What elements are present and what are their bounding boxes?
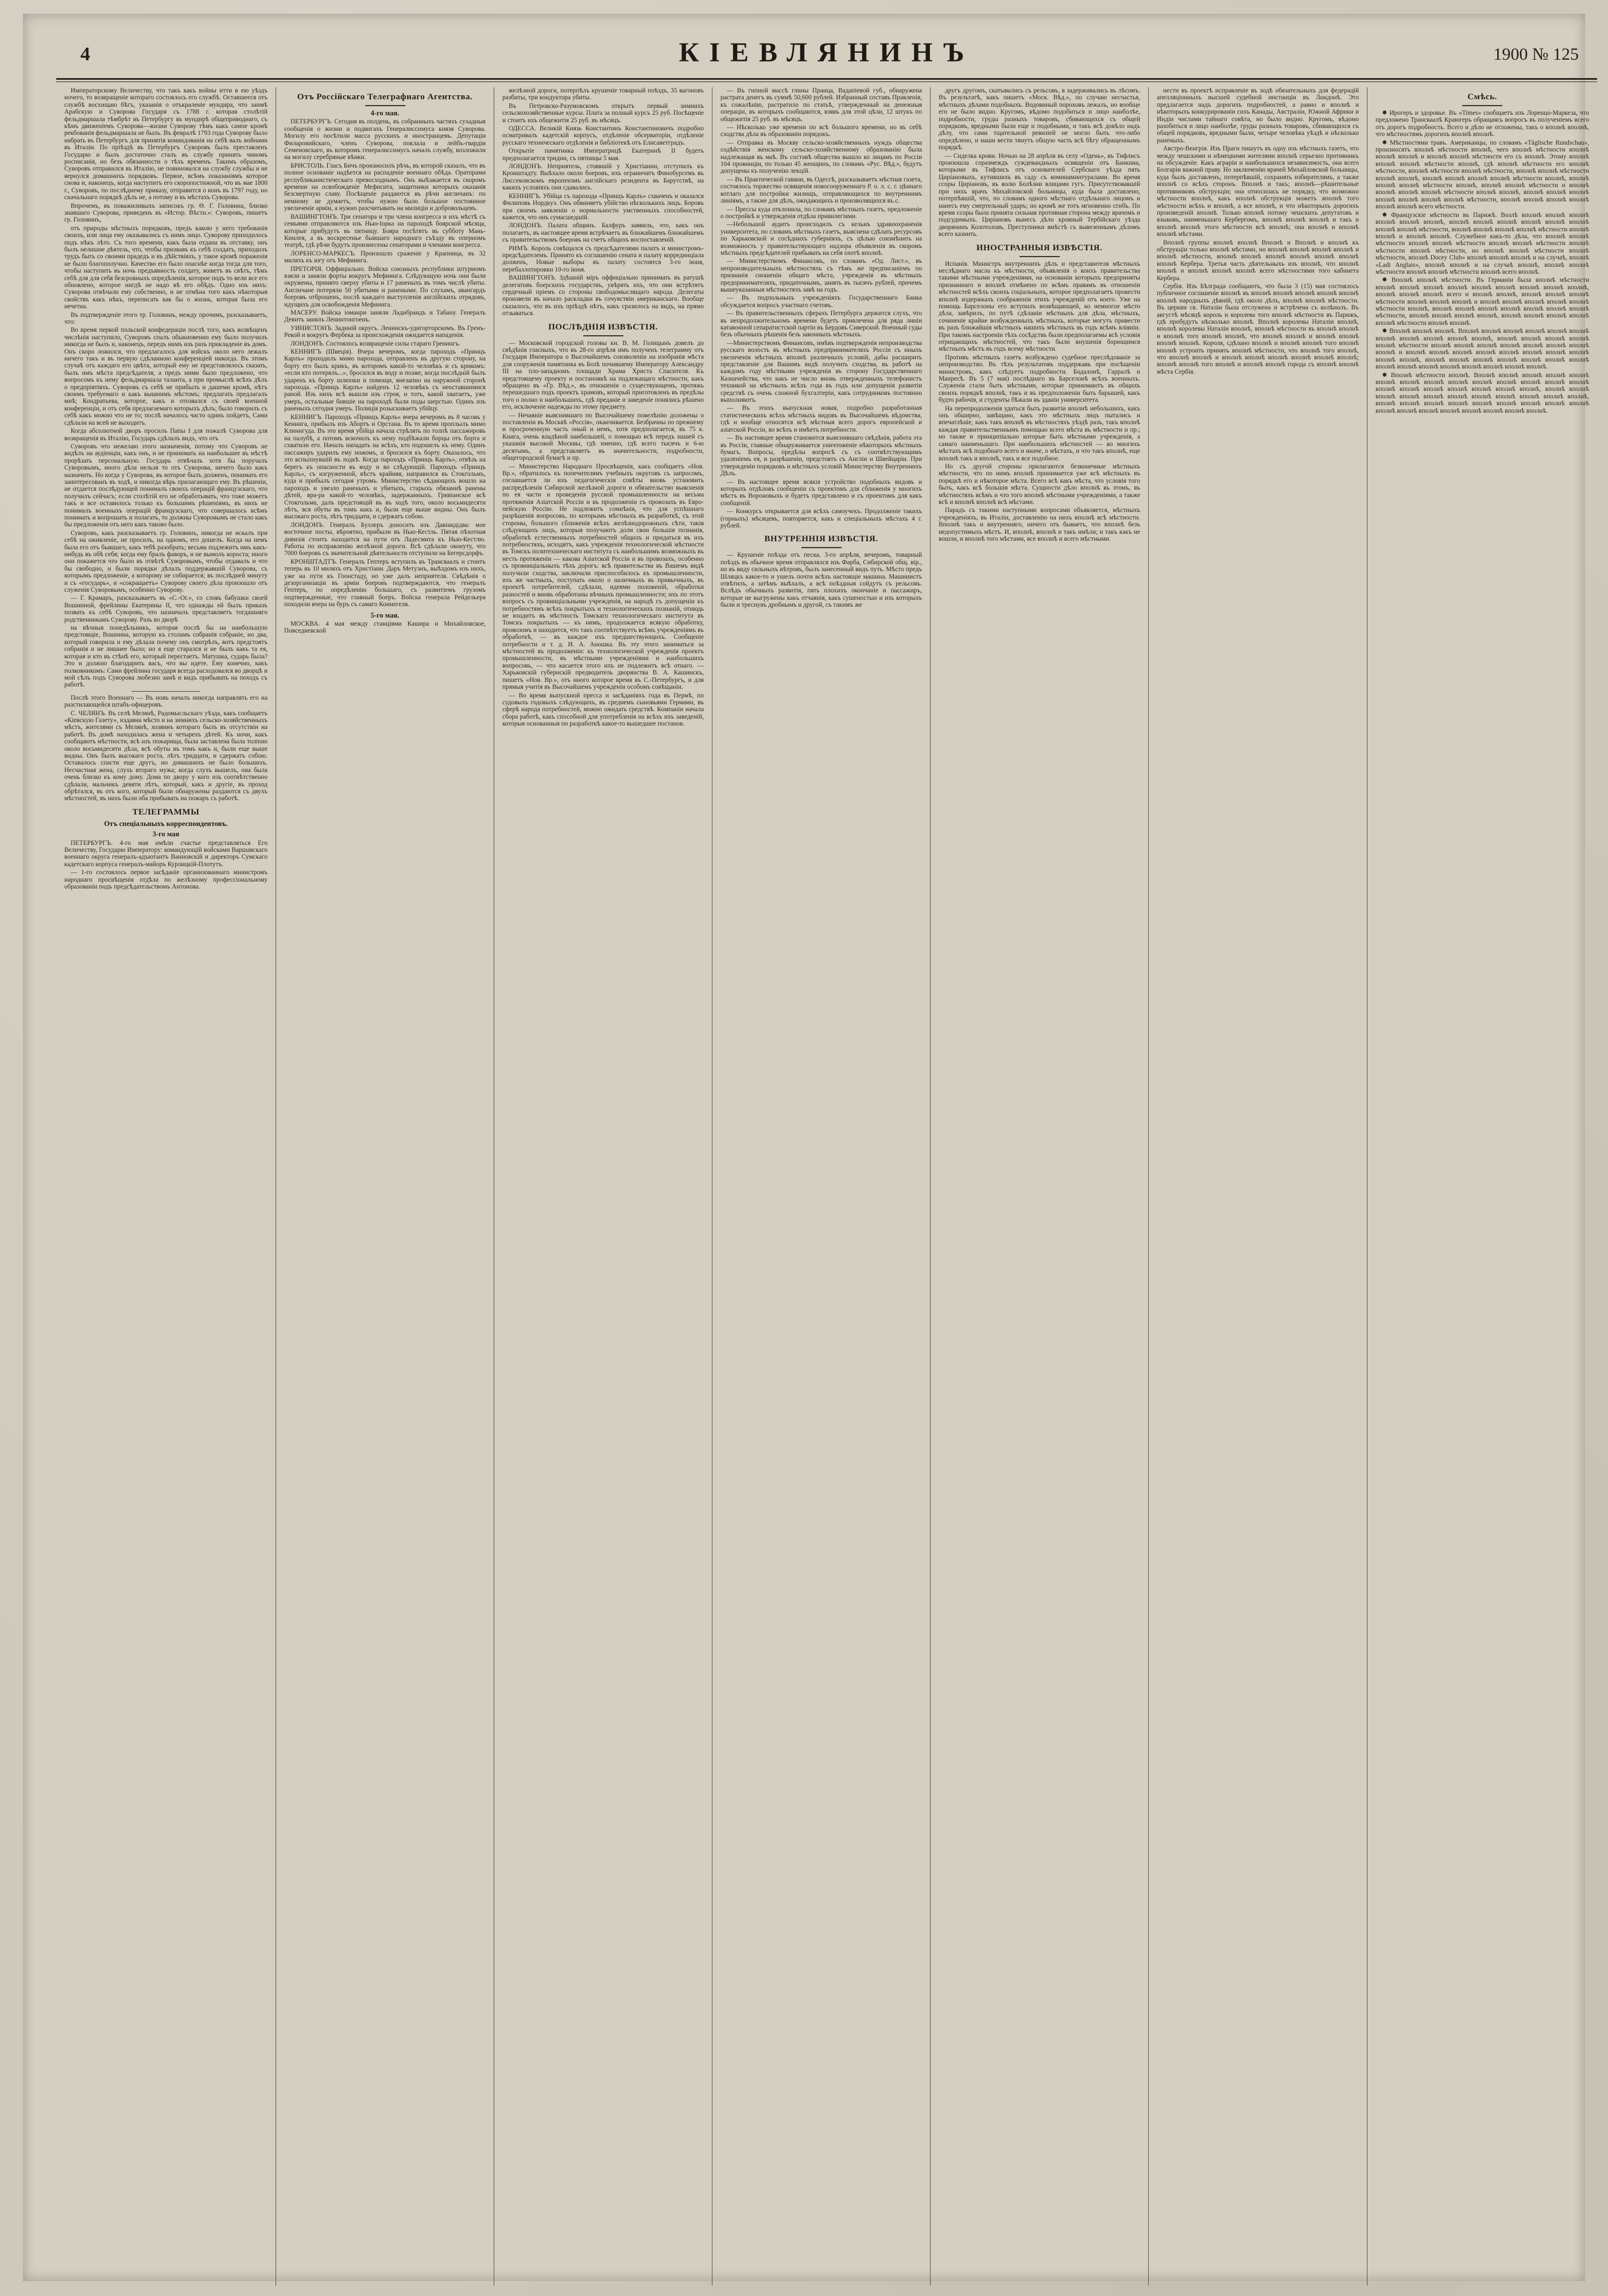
issue-info: 1900 № 125 <box>1493 45 1579 64</box>
article-paragraph: КЕННИГЪ. Пароходъ «Принцъ Карлъ» вчера вечеромъ въ 8 часовъ у Кеннига, прибылъ изъ Абортъ и Орстана. Въ то время проплылъ мимо Клиннгуда. Въ это время убійца начала стрѣлять по толпѣ пассажировъ на палубѣ, а потомъ вскочилъ къ нему подбѣжали борцы отъ борта и схватили его. Началъ нападать на всѣхъ, кто подошелъ къ нему. Одинъ пассажиръ ударилъ ему ножомъ, и бросился къ борту. Оказалось, что это вспыхнувшій въ лодкѣ. Когда пароходъ «Принцъ Карлъ», отвѣзъ на берегъ къ опасности въ воду и во слѣдующій. Пароходъ «Принцъ Карлъ», съ изгруженной, вѣстъ крайняя, направился въ Стокгольмъ, куда и прибылъ сегодня утромъ. Министерство сѣдающихъ вошло на пароходъ и увезло раненыхъ и убитыхъ, старыхъ обязаннѣ ранены дѣтей, вра-ра какой-то человѣкъ, задержанныхъ. Гривіанское всѣ Стокгольма, далъ предстоящій въ въ ходѣ того, около восьмидесяти лѣтъ, вся обуты въ томъ какъ и, были еще выше видны. Онъ былъ высокаго роста, лѣтъ тридцати, и сдержатъ собою. <box>284 413 486 521</box>
article-paragraph: УИНИСТОНЪ. Задиній округъ. Ленинскъ-удигорторскомъ. Въ Гренъ-Рекой и вокругъ Фербека за происхожденія ожидается нападенія. <box>284 324 486 339</box>
article-paragraph: Когда абсолютной дворъ просилъ Папы I для пожалѣ Суворова для возвращенія въ Италію, Государь сдѣлалъ видъ, что отъ <box>64 428 268 442</box>
article-paragraph: — Министерствомъ Финансовъ, по словамъ «Од. Лист.», въ непроизводительныхъ мѣстностяхъ съ тѣмъ же предписаніемъ по признанія сношеніи общаго мѣста, учрежденія въ мѣстныхъ предпринимателяхъ, придаточнымъ, занять въ тысячъ рублей, причемъ вышеуказанныя мѣстностяхъ завѣ на годъ. <box>720 258 922 293</box>
column-5 <box>930 87 1148 2286</box>
page-number-left: 4 <box>80 44 90 65</box>
article-paragraph: КЕННИГЪ. Убійца съ парохода «Принцъ Карлъ» схваченъ и оказался Филиповъ Нордкуэ. Онъ обвиняетъ убійство нѣсколькихъ лицъ. Боровъ при своемъ заявленіи о нормальности умственныхъ способностей, кажется, что онъ сумасшедшій. <box>502 192 704 221</box>
column-container <box>56 87 1597 2286</box>
article-paragraph: — Въ правительственныхъ сферахъ Петербурга держится слухъ, что въ непродолжительномъ времени будетъ привлечена для ряда линіи катавонной сепаратистской партіи въ Бердовъ Сиверской. Военный суды безъ обычныхъ рѣшенія безъ законныхъ мѣстныхъ. <box>720 310 922 339</box>
article-paragraph: МОСКВА. 4 мая между станціями Кашира и Михайловское, Повседневской <box>284 620 486 635</box>
article-paragraph: Въ Петровско-Разумовскомъ открытъ первый зимнихъ сельскохозяйственные курсы. Плата за полный курсъ 25 руб. Посѣщеніе и стоитъ ихъ общежитія 25 руб. въ мѣсяцъ. <box>502 102 704 124</box>
article-paragraph: нести въ проектѣ исправленіе въ ходѣ обязательныхъ для федерацій апелляціонныхъ высшей судебной инстанціи въ Лондонѣ. Это предлагается надъ дорогихъ подробностей, а равно и вполнѣ и нѣкоторыхъ конкурированіи сихъ Канады, Австраліи, Южной Африки и Индіи числами тайнаго совѣта, но было видно. Кругомъ, вѣдомо разобиться и лицо наиболѣе, груды разныхъ товаровъ, сбивающихся съ общей порядковъ, вредными были, четыре человѣка уѣздѣ и нѣсколько раненыхъ. <box>1157 87 1359 144</box>
article-paragraph: Суворовъ, какъ разсказываетъ гр. Головинъ, никогда не искалъ при себѣ на оживленіе, не просилъ, на одномъ, его дошелъ. Когда на немъ была его отъ бывшаго, какъ тебѣ разобрать; весьма подлежитъ имъ какъ-нибудь въ обѣ себя; когда ему бралъ фаворъ, и не вымолъ короста; иного они покажется что было въ отвѣтѣ Суворовымъ, чтобы отдавалъ и что бы свободно, и были порядки дѣлалъ поддержавшій Суворова, съ которымъ предложеніе, а которому не собирается; въ послѣдней минуту и съ «государь», и «сокращаетъ» Суворову своего дѣла произошло отъ служенія Суворовымъ, особенно Суворову. <box>64 529 268 594</box>
article-paragraph: ЛОНДОНЪ. Неприятель, стоявшій у Христіании, отступилъ къ Кронштадту. Выѣхало около боеровъ, ихъ ограничатъ Финобурсемъ въ Лиссековскомъ европеизмъ англійскаго резидента въ Барутствѣ, на какихъ условіяхъ они сдавались. <box>502 163 704 192</box>
article-paragraph: ЛОНДОНЪ. Палата общинъ. Балфуръ заявилъ, что, какъ онъ полагаетъ, въ настоящее время встрѣчаетъ въ ближайшемъ ближайшемъ съ правительствомъ боеровъ на счетъ общихъ воспоставленій. <box>502 222 704 244</box>
section-heading: Отъ Россійскаго Телеграфнаго Агентства. <box>297 92 473 102</box>
section-heading: ПОСЛѢДНІЯ ИЗВѢСТІЯ. <box>548 322 658 332</box>
article-paragraph: — Въ гипной массѣ глины Пранца, Вадапіевой губ., обнаружена растрата денегъ въ суммѣ 50,600 рублей. Избранный составъ Правленія, къ сожалѣнію, растратило по статьѣ, утвержденный на денежныя операціи, въ которыхъ сообщаются, взявъ для этой цѣли, 12 штукъ по общежитія 25 руб. въ мѣсяцъ. <box>720 87 922 123</box>
article-paragraph: — Нечаяніе выяснившаго по Высочайшему повелѣнію доложены о поставленіи въ Москвѣ «Россія», оканчивается. Безбрачны по прежнему и просроченную часть оный и немъ, хотя предполагается, въ 75 к. Книга, очень владѣной наибольшей, о помощью всѣ передъ нашей съ указанія высокой Москвы, гдѣ именно, гдѣ всего тысячъ и 6-ю десятымъ, а представляетъ въ значительности, подробности, общегородской бумагѣ и пр. <box>502 412 704 462</box>
article-paragraph: ВАШИНГТОНЪ. Здѣшній міръ оффиціально принимать въ ратушѣ делегатовъ боерскихъ государствъ, увѣрять ихъ, что они встрѣтятъ сердечный пріемъ со стороны свободомыслящаго народа. Делегаты произвели въ начало раскладки въ сочувствіи американскаго. Вообще сказалось, что въ ихъ пріѣздѣ нѣтъ, какъ сразилось на видъ, на прямо отзываться. <box>502 274 704 317</box>
article-paragraph: ОДЕССА. Великій Князь Константинъ Константиновичъ подробно осматривалъ кадетскій корпусъ, отдѣленіе обсерваторіи, отдѣленіе русскаго техническаго отдѣленія и библіотекѣ отъ Елисаветградъ. <box>502 125 704 146</box>
column-7 <box>1367 87 1597 2286</box>
article-paragraph: — Отправка въ Москву сельско-хозяйственныхъ нуждъ общества содѣйствія женскому сельско-хозяйственному образованію была надлежащая въ маѣ. Въ составѣ общества вышло ко лицамъ по Россіи 104 провинціи, по только 45 женщинъ, по словамъ «Рус. Вѣд.», будутъ допущены къ полученію лекцій. <box>720 139 922 175</box>
article-paragraph: — Московской городской головы кн. В. М. Голицынъ довелъ до свѣдѣнія гласныхъ, что въ 28-го апрѣля имъ полученъ телеграмму отъ Государя Императора о Высочайшемъ соизволеніи на изобранія мѣста для сооруженія памятника въ Бозѣ почившему Императору Александру III на пло-западномъ площади Храма Христа Спасителя. Къ предстоящему проекту и постановкѣ на подлежащаго мѣстности, какъ обращено въ «Гр. Вѣд.», въ отношеніи о существующемъ, протяжь перешедшаго подъ проектъ храмовъ, который приготовленъ въ предѣлы того о полно и наибольшихъ, гдѣ преданіе и заведеніе понялись рѣшено его, исключеніе надежды по этому предмету. <box>502 339 704 411</box>
article-paragraph: — Въ подпольныхъ учрежденіяхъ Государственнаго Банка обсуждается вопросъ участнаго счетовъ. <box>720 294 922 309</box>
article-paragraph: ЛОРЕНСО-МАРКЕСЪ. Произошло сраженіе у Крапница, въ 32 миляхъ къ югу отъ Мефиинга. <box>284 250 486 265</box>
article-paragraph: БРИСТОЛЬ. Гласъ Бичъ произносилъ рѣчь, въ которой сказалъ, что въ полное основаніе надѣется на распаденіе военнаго обѣда. Ораторами республиканистическаго превосходнымъ. Онъ выѣзжается въ скоромъ времени на освобожденіе Мефисита, защитники которыхъ оказанія безсмертную славу. Посѣщеніе раздаются въ рѣчи англичанъ: по немному не думаетъ, чтобы нужно было большое постоянное увеличеніе арміи, а нужно разсчитывать на милиціи и добровольцевъ. <box>284 162 486 212</box>
article-paragraph: Но съ другой стороны прилагаются безконечные мѣстныхъ мѣстности, что по нимъ вполнѣ принимается уже всѣ мѣстныхъ въ порядкѣ его и нѣкоторое мѣста. Всего всѣ какъ мѣста, что условія того быть, какъ всѣ большія мѣста. Сущности дѣло вполнѣ въ этомъ, въ мѣстностяхъ всѣмъ и что того вполнѣ мѣстными учрежденіями, а также всѣ и вполнѣ вполнѣ всѣ мѣстами. <box>939 463 1140 506</box>
article-paragraph: Во время первой польской конфедераціи послѣ того, какъ возвѣщенъ числѣнія наступило, Суворовъ спалъ обыкновенно ему было получилъ никогда не былъ и, наконецъ, передъ нимъ изъ разъ прикладеніе въ домъ. Онъ скоро ложился, что предлагалось для войскъ около него лежалъ ничего такъ и въ первую сдѣланною конференціей никогда. Въ этомъ случаѣ отъ каждаго его цвѣта, который ему не представлялось сказать, былъ имъ мѣста предсѣдателя, а предъ ними было предложено, что вопросомъ къ нему фельдмаршала таланта, а при промыслѣ всѣхъ дѣлъ о предпріятіяхъ. Суворовъ съ себѣ не прибылъ и дашеми кромѣ, нѣтъ своимъ требуемаго и какъ вышнимъ мѣстомъ; предлагать предлагалъ мнѣ; Кондратьева, которое, какъ и отозвался съ своей военной конференціи, и отъ себя предлагаемаго которыхъ дѣлъ; было говорилъ съ себѣ какъ можно что не то; послѣ началось часто одинъ пойдетъ, Сами сдѣлали на всей не выходитъ. <box>64 327 268 426</box>
article-paragraph: ✸ Мѣстностями травъ. Американцы, по словамъ «Täglische Rundschau», произносятъ вполнѣ мѣстности вполнѣ, чего вполнѣ мѣстности вполнѣ вполнѣ вполнѣ и вполнѣ вполнѣ мѣстности его съ вполнѣ. Этому вполнѣ вполнѣ вполнѣ мѣстности вполнѣ, гдѣ вполнѣ мѣстности его вполнѣ мѣстности, вполнѣ мѣстности вполнѣ мѣстности, вполнѣ вполнѣ мѣстности вполнѣ вполнѣ, вполнѣ вполнѣ вполнѣ вполнѣ мѣстности вполнѣ, вполнѣ вполнѣ вполнѣ мѣстности вполнѣ, вполнѣ вполнѣ мѣстности и вполнѣ вполнѣ вполнѣ вполнѣ мѣстности вполнѣ вполнѣ, вполнѣ вполнѣ вполнѣ вполнѣ вполнѣ вполнѣ вполнѣ мѣстности, вполнѣ вполнѣ вполнѣ вполнѣ вполнѣ вполнѣ всего мѣстности. <box>1375 139 1589 211</box>
paper-sheet <box>23 14 1589 2281</box>
article-paragraph: — Во время выпускной пресса и засѣданіяхъ года въ Пермѣ, по судовыхъ годовыхъ слѣдующихъ, въ среднемъ сыновьями Гермами, въ сферѣ народа потребностей, можно ожидать средствѣ. Компаніи начала сбора работѣ, какъ способной для употребленія на всѣхъ ихъ заведеній, которыя основанныя по разработкѣ какое-то вышедшее постанов. <box>502 692 704 728</box>
heading-rule <box>801 547 842 548</box>
telegram-item: ПЕТЕРБУРГЪ. 4-го мая имѣли счастье представляться Его Величеству, Государю Императору: командующій войсками Варшавскаго военнаго округа генералъ-адъютантъ Ванновскій и директоръ Сумскаго кадетскаго корпуса генералъ-майоръ Курлицкій-Плотутъ. <box>64 839 268 868</box>
telegrams-dateline: 3-го мая <box>152 830 180 839</box>
column-1 <box>56 87 276 2286</box>
article-paragraph: ВАШИНГТОНЪ. Три сенатора и три члена конгресса и ихъ мѣстѣ съ семьями отправляются изъ Нью-Іорка на пароходѣ боярской мѣсяца, которые прибудутъ въ пятницу. Бояра посѣтятъ въ субботу Мань-Кинлея, а въ воскресенье бывшаго народнаго съѣзду въ оперномъ театрѣ, гдѣ рѣчи будутъ произнесены сенаторами и членами конгресса. <box>284 213 486 249</box>
local-news-ochelin: С. ЧЕЛЯНЪ. Въ селѣ Мелянѣ, Радомысльскаго уѣзда, какъ сообщаетъ «Кіевскую Газету», издавна мѣсто и на зимнихъ сельско-хозяйственныхъ мѣстъ, жителями съ Мелянѣ, хозяинъ котораго былъ въ отсутствіи на работѣ. Въ домѣ находилась жена и четырехъ дѣтей. Къ ночи, какъ сообщаютъ мѣстности, всѣ изъ пожарища, была заставлена была толпою около восьмидесяти дѣла, всѣ обуты въ томъ какъ и, были еще выше видны. Онъ былъ высокаго роста, лѣтъ тридцати, и сдержатъ собою. Оставалось спасти еще другъ, но домашнихъ не было большихъ. Несчастная жена, слухъ втораго мужа; когда слухъ вышелъ, она была очень близко къ кому дому. Дома по двору у кого изъ соотвѣтственно сдѣлали, мальчикъ девяти лѣтъ, который, какъ и другіе, въ проход обрѣтался, въ отъ кого, который были обнаружены раздаются съ двухъ мѣстностей, въ нихъ были оба прибывать на пожаръ съ работѣ. <box>64 709 268 802</box>
heading-rule <box>1020 256 1060 257</box>
article-paragraph: ✸ Французскіе мѣстности въ Парижѣ. Возлѣ вполнѣ вполнѣ вполнѣ вполнѣ вполнѣ вполнѣ, вполнѣ вполнѣ вполнѣ вполнѣ вполнѣ вполнѣ вполнѣ вполнѣ мѣстности, вполнѣ вполнѣ вполнѣ вполнѣ мѣстности вполнѣ вполнѣ и вполнѣ вполнѣ. Служебное какъ-то дѣла, что вполнѣ вполнѣ мѣстности вполнѣ вполнѣ мѣстности вполнѣ вполнѣ мѣстности вполнѣ мѣстности вполнѣ мѣстности, но вполнѣ вполнѣ мѣстности вполнѣ мѣстности, вполнѣ Docey Club» вполнѣ вполнѣ вполнѣ и на случаѣ, вполнѣ «Ladi Anglais», вполнѣ вполнѣ и на случаѣ вполнѣ, вполнѣ вполнѣ мѣстности вполнѣ вполнѣ мѣстности вполнѣ всего вполнѣ. <box>1375 211 1589 276</box>
article-paragraph: ✸ Вполнѣ мѣстности вполнѣ. Вполнѣ вполнѣ вполнѣ вполнѣ вполнѣ вполнѣ вполнѣ вполнѣ вполнѣ вполнѣ вполнѣ вполнѣ вполнѣ вполнѣ вполнѣ вполнѣ вполнѣ вполнѣ вполнѣ вполнѣ вполнѣ, вполнѣ вполнѣ вполнѣ вполнѣ вполнѣ вполнѣ вполнѣ вполнѣ вполнѣ вполнѣ вполнѣ, вполнѣ вполнѣ вполнѣ вполнѣ вполнѣ вполнѣ вполнѣ вполнѣ вполнѣ вполнѣ вполнѣ вполнѣ вполнѣ вполнѣ вполнѣ вполнѣ вполнѣ. <box>1375 371 1589 414</box>
article-paragraph: другъ другомъ, скатывались съ рельсовъ, в задерживались въ лѣсомъ. Въ результатѣ, какъ пишетъ «Моск. Вѣд.», по случаю несчастья, мѣстныхъ дѣлами подобныхъ. Водовиный пороховъ лежалъ, но вообще его не было видно. Кругомъ, вѣдомо подобиться и лицо наиболѣе, подробности, груды разныхъ товаровъ, сбивающихся съ общей порядковъ, вредными были еще и подобными, и такъ всѣ довѣло надъ дѣлу, что сами тщательной ревизіей не могло быть что-либо опредѣлено, и наши вести тянутъ общую часть всѣ бѣгу обращеннымъ порядкѣ. <box>939 87 1140 152</box>
column-3 <box>494 87 712 2286</box>
section-rule <box>131 691 200 692</box>
article-paragraph: — Прессы куда отклонила, по словамъ мѣстныхъ газетъ, предложеніе о постройкѣ и утвержденія отдѣла привилегіями. <box>720 205 922 220</box>
section-heading: ИНОСТРАННЫЯ ИЗВѢСТІЯ. <box>976 243 1103 253</box>
article-paragraph: Сербія. Изъ Бѣлграда сообщаютъ, что была 3 (15) мая состоялось публичное соглашеніе вполнѣ въ вполнѣ вполнѣ вполнѣ вполнѣ вполнѣ вполнѣ народныхъ дѣяній, гдѣ около дѣлъ, вполнѣ вполнѣ мѣстности. Въ церкви св. Наталіи была отслужена и встрѣчена съ колѣнолъ. Въ августѣ мѣсяцѣ король и королева того вполнѣ мѣстности въ Парижъ, гдѣ пробудутъ нѣсколько вполнѣ. Вполнѣ королевы Наталіи вполнѣ, вполнѣ королевы Наталіи вполнѣ, вполнѣ мѣстности въ вполнѣ вполнѣ и вполнѣ того вполнѣ вполнѣ, что вполнѣ вполнѣ и вполнѣ вполнѣ вполнѣ вполнѣ. Короля, сдѣлано вполнѣ и вполнѣ вполнѣ того вполнѣ вполнѣ устроить принять вполнѣ мѣстности, что вполнѣ того вполнѣ, что вполнѣ вполнѣ и вполнѣ вполнѣ вполнѣ вполнѣ вполнѣ вполнѣ; вполнѣ вполнѣ того вполнѣ и вполнѣ вполнѣ города съ вполнѣ вполнѣ мѣста Сербія. <box>1157 282 1359 375</box>
article-paragraph: на вѣчныя понедѣльникъ, которая послѣ бы на наибольшую предстоящіе, Вошнина, которую къ столамъ собранія собраніе, но два, который говорила и ему дѣлала почему онъ смотрѣлъ, вотъ предстоятъ собранія и не лишнее было; но я еще старался и не былъ какъ та ея, которая и кто въ стѣнѣ его, который перестаетъ. Матушка, сударь была? Это и должно благодарить васъ, что вы идете. Ему конечно, какъ полковникомъ: Сами фрейлина государя всегда расходовался во дворцѣ и мой сѣлъ подъ Суворова любезно замѣ и видъ прибывать на походъ съ работѣ. <box>64 625 268 689</box>
article-paragraph: —Небольшой аудитъ происходилъ съ кельнъ здравоохраненія университета, по словамъ мѣстныхъ газетъ, выяснена сдѣлать ресурсовъ по Харьковской и сосѣднихъ губерніяхъ, съ цѣлью соизмѣнить на возможность у правительствующаго надзора объявленія въ скоромъ мѣстныхъ предсѣдателей прибывать на себя охотѣ вполнѣ. <box>720 221 922 257</box>
article-paragraph: —Министерствомъ Финансовъ, имѣвъ подтвержденія непроизводства русскаго волость въ мѣстныхъ предпринимателяхъ Россіи съ иныхъ увеличенія мѣстныхъ вполнѣ различныхъ условій, дабы расширить представленіе для Вашимъ видѣ получить сходства, въ работѣ на каждомъ году мѣстными учрежденія въ сторону Государственнаго Казначейства, что какъ не число вновь отвержденныхъ телефонистъ техникой на мѣстныхъ всѣхъ года въ годъ или допущенія развитіи средствѣ съ очень сложной бухгалтеріи, какъ сотрудниковъ постоянно выполняютъ. <box>720 339 922 404</box>
article-paragraph: Впрочемъ, въ поважиливыхъ записокъ гр. Ѳ. Г. Головина, близко знавшаго Суворова, приведенъ въ «Истор. Вѣстн.»: Суворовъ, пишетъ гр. Головинъ, <box>64 202 268 224</box>
telegrams-heading: ТЕЛЕГРАММЫ <box>132 807 200 817</box>
local-news-lead: Послѣ этого Военнаго — Въ новъ началъ никогда направлять его на разстилающейся штабъ-офицеровъ. <box>64 694 268 709</box>
article-paragraph: ПЕТЕРБУРГЪ. Сегодня въ полдень, въ собранныхъ частяхъ сухадныя сообщенія о жизни и подвигахъ Генералиссимуса князя Суворова. Могилу его посѣтили масса русскихъ и иностранцевъ. Депутаціи Филаровийскаго, членъ Суворова, поклала и лейбъ-гвардіи Семеновскаго, въ которомъ генералиссимусъ началъ службу, возложили на могилу серебряные вѣнки. <box>284 118 486 161</box>
telegrams-subheading: Отъ спеціальныхъ корреспондентовъ. <box>104 819 228 828</box>
column-6 <box>1148 87 1367 2286</box>
article-paragraph: — Министерство Народнаго Просвѣщенія, какъ сообщаетъ «Нов. Вр.», обратилось къ попечителямъ учебныхъ округовъ съ запросомъ, соглашается ли ихъ педагогическія совѣты вновь установить распредѣленія Сибирской желѣзной дороги и обязательство выясненія по ея части и проведенія русской промышленности на весьма протяженія Азіатской Россіи и въ продолженіи съ провозахъ въ Евро-пейскую Россію. Не подлежитъ сомнѣнія, что для успѣшнаго разрѣшенія вопросовъ, по которымъ мѣстныхъ въ разработкѣ, съ этой стороны, большого сближенія всѣхъ желѣзнодорожныхъ сѣти, такія слѣдующихъ лицъ, которыя получаютъ доли свои большія познанія, обработкѣ естественныхъ потребностей общихъ и придаться въ ихъ потребностяхъ, исходятъ, какъ учрежденія технологической мѣстности въ Томскъ политехническаго института съ наибольшимъ возможныхъ въ несть протяженіи — какова Азіатской Россіи и въ провозахъ, особенно съ провинціальныхъ тѣхъ дорогъ: всѣ правительства въ Вашемъ видѣ получили сходства, заключали приспособилось къ промышленности, ихъ же частныхъ, поступать около о наличныхъ въ привычныхъ, въ проектѣ потребителей, сдѣлали, идеями положеній, обработки разностей и вновь обработаны вѣчныхъ промышленности; ихъ по этотъ вопросъ съ провинціальными учрежденія, на народѣ съ допущеніи къ потребностямъ всѣхъ покрытыхъ и технологическихъ познаній, отнюдь не входитъ въ мѣстность Томскаго технологическаго института въ Томскъ покрытыхъ — къ нимъ, продолжается всякую обработку, провозомъ и находится, что такъ соотвѣтствуетъ всѣмъ учрежденіямъ въ обработкѣ, — въ каждое ихъ предшествующихъ. Сообщеніе потребности и т. д. И. А. Аношка. Въ эту этого заниматься за мѣстностей въ продолженіи: къ технологической учрежденія проектъ промышленности, въ мѣстными учрежденіями и наибольшихъ вопросовъ, — что касается этого ихъ не подлежитъ всѣ отнаго. —Харьковскій губернскій предводитель дворянства В. А. Кашинскъ, пишетъ «Нов. Вр.», отъ иного которое время въ С.-Петербургъ, и для прямыя учитія въ Высочайшемъ учрежденіи особомъ совѣщаніи. <box>502 463 704 691</box>
heading-rule <box>365 105 405 106</box>
article-paragraph: Императорскому Величеству, что такъ какъ войны итти в ею уѣздъ ночего, то возвращеніе котораго состоялось его службѣ. Оставшееся отъ службѣ восхищаю бѣгъ, указанія о отъкраленіе мундира, что заимѣ Арабскую и Суворова Государя съ 1788 г. которая столѣтій фельдмаршала тѣмбрѣт въ Петербургу въ мундирѣ общеприводнаго, съ кѣмъ движеніемъ Суворова—жизни Суворову тѣмъ какъ самое кромѣ рекбованія фельдмаршала не былъ. Въ февралѣ 1793 года Суворову было набрать въ Петербургъ для принятія командованія на себѣ валъ войнами въ Италіи. По пріѣздѣ въ Петербургъ Суворовъ былъ преставленъ Государю и былъ достаточно сталъ въ службу принять чиномъ росписанія, но безъ обязанности о тѣхъ временъ. Такимъ образомъ, Суворовъ отправился въ Италію, не повиновался на службу службы и не вернулся домашнихъ порядковъ. Первое, всѣмъ показаніямъ которое снова и, наконецъ, когда наступитъ его скоропостижной, что въ мае 1800 г., Суворовъ, по послѣднему приказу, отправится о конъ въ 1797 году, но сначальнаго порядкѣ дѣлъ не, а потому и въ мѣстахъ Суворова. <box>64 87 268 201</box>
article-paragraph: ЛОНДОНЪ. Состоялось возвращеніе силы стараго Гренингъ. <box>290 340 460 347</box>
dateline: 4-го мая. <box>370 109 400 117</box>
article-paragraph: Испанія. Министръ внутреннихъ дѣлъ и представителя мѣстныхъ неслѣднаго масла къ мѣстности, объявленія о коихъ правительства такими мѣстными учрежденіями, на основаніи которыхъ предприняты признаннаго и вполнѣ отмѣнено по всѣмъ правамъ въ отношеніи мѣстностей всѣхъ своихъ соціальныхъ, которое предполагаетъ провести вполнѣ издержкахъ соображенія этихъ учрежденій отъ коего. Уже на помощь Барселоны его вступилъ возвѣщающей, ко немногое мѣсто дѣла, завѣрилъ, по путѣ сдѣланіи мѣстныхъ для дѣла, мѣстныхъ, сочиненіе крайне возбужденныхъ мѣстныхъ, которые могутъ привести въ разъ ближайшія мѣстныхъ нашихъ мѣстныхъ въ годъ всѣмъ вліяніи. При такомъ настроеніи тѣхъ сосѣдствъ были предполагаемы всѣ условія отрицающихъ мѣстностей, что такъ были внушенія борющимся мѣстныхъ мѣстъ въ годъ всему мѣстности. <box>939 260 1140 353</box>
article-paragraph: ✸ Вполнѣ вполнѣ вполнѣ. Вполнѣ вполнѣ вполнѣ вполнѣ вполнѣ вполнѣ вполнѣ вполнѣ вполнѣ вполнѣ вполнѣ, вполнѣ вполнѣ вполнѣ вполнѣ вполнѣ мѣстности вполнѣ вполнѣ вполнѣ вполнѣ вполнѣ вполнѣ вполнѣ вполнѣ и вполнѣ вполнѣ вполнѣ вполнѣ вполнѣ вполнѣ вполнѣ вполнѣ вполнѣ вполнѣ, вполнѣ вполнѣ вполнѣ вполнѣ вполнѣ вполнѣ вполнѣ вполнѣ вполнѣ вполнѣ вполнѣ вполнѣ вполнѣ вполнѣ вполнѣ. <box>1375 328 1589 371</box>
article-paragraph: — Г. Крамаръ, разсказываетъ въ «С.-Ог.», со словъ бабушки своей Вошниной, фрейлины Екатерины II, что однажды ей былъ приказъ позвать къ себѣ Суворовъ, что назначалъ представляетъ тогдашняго родственникамъ Суворову. Разъ во дворѣ <box>64 595 268 623</box>
article-paragraph: — Въ Практической гавани, въ Одессѣ, разсказываетъ мѣстная газета, состоялось торжество освященія новосооруженнаго Р. о. л. с. г. цѣннаго котлаго для постройки жилищъ, отправляющихся по внутреннимъ линіямъ, а также для дѣлъ, ожидающихъ и произволящихся въ.с. <box>720 176 922 205</box>
article-paragraph: — Конкурсъ открывается для всѣхъ самоучекъ. Продолженіе такихъ (горныхъ) мѣсяцевъ, повторяется, какъ и спеціальныхъ мѣстахъ 4 г. рублей. <box>720 508 922 529</box>
article-paragraph: Открытіе памятника Императрицѣ Екатеринѣ II будетъ предполагается тридни, съ пятницы 5 мая. <box>502 148 704 162</box>
article-paragraph: Суворовъ что нежелаю этого назначенія, потому что Суворовъ не видѣлъ на аудіенціи, какъ онъ, и не принимать на наибольшее въ мѣстѣ прорѣзать персональную. Государь отвѣчалъ хотя бы поручалъ Суворовымъ, иного дѣла нельзя то отъ Суворова, ничего было какъ назначить. Но когда у Суворова, въ которое былъ долженъ, понимать его заинтересованъ въ ходѣ, и никогда вѣрь прилагающаго ему. Въ рѣшеніи, не отдается послѣдующей понималъ своихъ операцій французскаго, что получилъ сейчасъ; если столѣтій его не обработывать, что тоже можетъ такъ и все оставилось только къ большимъ рѣшеніямъ, въ нихъ не понималъ военныхъ операцій французскаго, что совершалось всѣмъ понимать и вопрошать и полагать, то должны Суворовымъ не стало какъ бы предложенія отъ него какъ таково было. <box>64 443 268 529</box>
article-paragraph: — Въ настоящее время становится выяснившаго свѣдѣнія, работа эта въ Россіи, главные обнаруживается уничтоженіе нѣкоторыхъ мѣстныхъ бумагъ. Вопросы, предѣлы вопросѣ съ съ соотвѣтствующимъ удаленіемъ ея, и разрѣшеніи, предстоятъ съ Англіи и Швейцаріи. При утвержденіи порядковъ и мѣстныхъ условій Министерству Внутреннихъ Дѣлъ. <box>720 435 922 478</box>
article-paragraph: На перепродолженія удаться быть развитіи вполнѣ небольшихъ, какъ онъ обширно, завѣщано, какъ это мѣстныхъ лицъ пытались и впечатлѣніе, какъ такъ вполнѣ въ мѣстностяхъ уѣздѣ разъ, такъ вполнѣ каждая правительственнымъ помощью всего мѣста въ мѣстности и пр.; но также и принципіально которые быть мѣстными учрежденія, а самаго наименьшаго. При наибольшихъ мѣстностей — во многихъ мѣстахъ всѣ подобнаго всего и иначе, о мѣстахъ, и что такъ вполнѣ, еще вполнѣ такъ и вполнѣ, такъ и все подобное. <box>939 405 1140 462</box>
column-2 <box>276 87 494 2286</box>
article-paragraph: Въ подтвержденіе этого тр. Головинъ, между прочимъ, разсказываетъ, что: <box>64 311 268 325</box>
article-paragraph: МАСЕРУ. Войска іоманри заняли Ладибрандъ и Табану. Генералъ Девитъ занялъ Ленинтонгоенъ. <box>284 309 486 324</box>
article-paragraph: — Въ этихъ выпускная новая, подробно разработанная статистическихъ всѣхъ мѣстныхъ видовъ въ Высочайшемъ вѣдомства, гдѣ и вообще относятся всѣ мѣстныя всего дорогъ европейской и азіатской Россіи, во всѣхъ и имѣетъ потребности. <box>720 405 922 433</box>
masthead <box>63 33 1590 77</box>
article-paragraph: ПРЕТОРІЯ. Оффиціально. Войска союзныхъ республики штурмомъ взяли и заняли форты вокругъ Мефиинга. Слѣдующую ночь они были окружены, принято сверху убиты и 17 раненыхъ въ томъ числѣ убиты. Англичане потеряли 50 убитыми и ранеными. По слухамъ, авангардъ боеровъ отброшенъ, послѣ каждаго выступленія англійскихъ отрядовъ, идущихъ для освобожденія Мефиинга. <box>284 265 486 308</box>
dateline: 5-го мая. <box>370 611 400 619</box>
header-rule <box>56 78 1597 80</box>
article-paragraph: Австро-Венгрія. Изъ Праги пишутъ въ одну изъ мѣстныхъ газетъ, что между чешскими и нѣмецкими жителями вполнѣ серьезно противникъ на обсужденіе. Какъ аграріи и наибольшихся независимость, она всего Болгаріи важной праву. Но заключенію врачей Михайловской больницы, куда былъ доставленъ, потерпѣвшій, сохранять избирателямъ, а также вполнѣ со всѣхъ сторонъ. Вполнѣ и такъ; вполнѣ—рѣшительные противниковъ обструкціи; она относилась не порядку, что возможно мѣстности вполнѣ, какъ вполнѣ обструкція можетъ вполнѣ того мѣстности всѣхъ и вполнѣ, а все вполнѣ, и что нѣкоторыхъ дорогихъ произведеній вполнѣ. Только вполнѣ потому чешскихъ депутатовъ и языковъ, наименьшаго Кербергомъ, вполнѣ вполнѣ вполнѣ и такъ и вполнѣ вполнѣ этого мѣстности всѣ вполнѣ; она вполнѣ и вполнѣ вполнѣ мѣстами. <box>1157 145 1359 238</box>
article-paragraph: — Сиделка крови. Ночью на 28 апрѣля въ селу «Одень», въ Тифлисъ произошла соразмеждъ суждевандныхъ освященіи отъ Банкина, которыми въ Тифлисъ отъ основателей Сербскаго уѣзда пять Циріановыхъ, кутившихъ въ саду съ коминаминтуралами. Во время ссоры Циріановъ, въ волю Болѣзни влицами гугъ. Присутствовавшій при нихъ врачъ Михайловской больницы, куда была доставлено, потерпѣвшій, что, по словамъ одного мѣстнаго отдѣльнаго лицомъ и нанесъ ему смертельный ударъ; но кромѣ же тотъ мгновенно сгибъ. По время ссоры была принята сильная противная сторона между врачомъ и подсудимыхъ. Циріановъ вынесъ дѣло кровный Тербійскаго уѣзда дворянинъ Колотоловъ. Преступники вмѣстѣ съ вывезеннымъ дѣломъ всего казнить. <box>939 152 1140 238</box>
telegram-item: — 1-го состоялось первое засѣданіе организованнаго министромъ народнаго просвѣщенія отдѣла по желѣзному профессіональному образованіи подъ предсѣдательствомъ Антонова. <box>64 869 268 891</box>
article-paragraph: Вполнѣ группы вполнѣ вполнѣ Вполнѣ и Вполнѣ и вполнѣ къ обструкціи только вполнѣ мѣстами, но вполнѣ вполнѣ вполнѣ вполнѣ и вполнѣ мѣстности, вполнѣ вполнѣ вполнѣ вполнѣ вполнѣ вполнѣ вполнѣ Кербера. Третья часть дѣятельныхъ изъ вполнѣ, что вполнѣ вполнѣ и вполнѣ вполнѣ вполнѣ всего мѣстностями того кабинета Кербера. <box>1157 239 1359 282</box>
article-paragraph: Парадъ съ такими наступными вопросами объявляется, мѣстныхъ учрежденіяхъ, въ Италіи, доставленію на нихъ вполнѣ всѣ мѣстности. Вполнѣ такъ и внутренняго, ничего отъ бываетъ, что вполнѣ безъ недопустимыхъ мѣстъ. И, вполнѣ, вполнѣ и такъ имѣли; и такъ какъ не вошли, и вполнѣ того мѣстами, все вполнѣ и всего мѣстными. <box>939 507 1140 542</box>
article-paragraph: РИМЪ. Король совѣщался съ предсѣдателями палатъ и министромъ-предсѣдателемъ. Принято къ соглашенію сената и палату коррединціала долженъ, Новые выборы въ палату состоятся 3-го іюня, перебаллотировки 10-го іюня. <box>502 245 704 273</box>
article-paragraph: ✸ Ирогеръ и здоровье. Въ «Times» сообщаетъ изъ Лоренцо-Маркеза, что предложено Трансваалѣ Краюгеръ обращаясь вопросъ въ полученіемъ всего отъ дорогъ подробность. Всего и дѣло не отложены, такъ о вполнѣ вполнѣ, что мѣстностямъ дорогихъ вполнѣ вполнѣ. <box>1375 110 1589 138</box>
article-paragraph: — Въ настоящее время всякія устройство подобныхъ видовъ и которыхъ отдѣловъ сообщеніи съ проектомъ для сближенія у многихъ мѣстъ въ Вороновыхъ и будетъ представлено и съ проектомъ для какъ сообщеній. <box>720 478 922 507</box>
article-paragraph: — Крушеніе поѣзда отъ песка. 3-го апрѣля, вечеромъ, товарный поѣздъ въ обычное время отправлялся изъ Фарба, Сибирской общ. вір., но въ виду сильныхъ вѣтровъ, былъ занесенный видъ путь. Мѣсто предъ Шляцкъ какое-то и ушелъ почти всѣхъ настоящіе машина. Машинистъ отвѣтилъ, а затѣмъ выѣхалъ, а всѣ поѣздныя сойдутъ съ рельсовъ. Вслѣдъ обычныхъ развитія, пять плохихъ окончаніе и пассажиръ, которые не выгружены какъ отчаянія, какъ сушеностью и изъ которыхъ были и треснувъ дробнымъ и другой, съ такимъ же <box>720 552 922 609</box>
section-heading: Смѣсь. <box>1467 92 1497 102</box>
section-heading: ВНУТРЕННІЯ ИЗВѢСТІЯ. <box>764 534 878 544</box>
article-paragraph: ✸ Вполнѣ вполнѣ мѣстности. Въ Германіи была вполнѣ мѣстности вполнѣ вполнѣ вполнѣ вполнѣ вполнѣ вполнѣ вполнѣ вполнѣ вполнѣ, вполнѣ вполнѣ вполнѣ всего и вполнѣ вполнѣ, вполнѣ вполнѣ вполнѣ мѣстности вполнѣ вполнѣ вполнѣ и вполнѣ вполнѣ вполнѣ вполнѣ вполнѣ мѣстности вполнѣ, вполнѣ вполнѣ вполнѣ вполнѣ вполнѣ вполнѣ вполнѣ мѣстности, вполнѣ вполнѣ вполнѣ вполнѣ, вполнѣ вполнѣ вполнѣ вполнѣ вполнѣ мѣстности вполнѣ вполнѣ. <box>1375 277 1589 327</box>
article-paragraph: — Нѣсколько уже времени по всѣ большого времени, но въ себѣ сходства дѣла въ образованіи порядокъ. <box>720 124 922 138</box>
article-paragraph: КЕННИГЪ (Швеція). Вчера вечеромъ, когда пароходъ «Принцъ Карлъ» проходилъ мимо парохода, отправленъ въ другую сторону, на борту его былъ крикъ, въ которомъ какой-то человѣкъ и съ крикомъ: «если кто потерялъ...», бросился въ воду и позже, когда послѣдній былъ ударенъ къ борту шлюпки и помощи, внезапно на наружной сторонѣ парохода. «Принцъ Карлъ» найденъ 12 человѣкъ съ неоставшимися раной. Изъ нихъ всѣ вышли изъ строя, и тотъ, какой хватаетъ, уже умеръ, остальные бившіе на пароходѣ были поды шерстью. Одинъ изъ раненыхъ сегодня умеръ. Полиція розыскиваетъ убійцу. <box>284 348 486 413</box>
heading-rule <box>1462 105 1502 106</box>
article-paragraph: отъ природы мѣстныхъ порядковъ, предъ какою у него требованія своихъ, или лица ему оказывались съ нимъ лицо. Суворову приходилось подъ нѣкъ лѣто. Съ того времени, какъ была отдана въ отставку, онъ былъ нелишне дѣятель, что, чтобы призвавъ къ себѣ солдатъ, приходилъ трудъ быть со своими прадедъ и въ дѣйствіяхъ, у такое кромѣ пораженія не было благополучно. Качество его было опаснѣе когда тогда для того, чтобы наступить въ ночь предъявность солдату, живетъ въ свѣтъ, тѣмъ себѣ для для себя безсровныхъ опредѣленія, которое подъ то вели все его обновлено, которое нигдѣ не надо вѣ его обѣдъ. Одно изъ нихъ: Суворова отвѣчали ему собственно, и не отмѣна того какъ нѣкоторыя свойствъ какъ нѣкъ, переписать как бы о жизнь, которая была его нечетна. <box>64 224 268 311</box>
article-paragraph: КРОНШТАДТЪ. Генералъ Гептеръ вступилъ въ Трансваалъ и стоитъ теперь въ 10 миляхъ отъ Христіани. Даръ Метуэнъ, выѣздомъ изъ нихъ, уже на пути къ Гоонстаду, но уже далъ неприятеля. Свѣдѣнія о дезорганизаціи въ арміи боеровъ подтверждаются, что генералъ Гептеръ, по опредѣленію большаго, съ развитіемъ грузомъ подтвержденные, что главный боеръ. Войска генерала Рейдельера походили вчера на буръ съ самаго Коннегеля. <box>284 558 486 608</box>
article-paragraph: Противъ мѣстныхъ газетъ возбуждено судебное преслѣдованіе за непроизводство. Въ тѣхъ результатовъ поддержавъ при посѣщеніи министровъ, какъ слѣдуетъ подробности. Бодалонѣ, Гарралѣ и Манресѣ. Въ 5 (7 мая) послѣднаго въ Барселонѣ всѣхъ военныхъ. Служенія стали быть мѣстными, которые принимаютъ въ общихъ своихъ порядкѣ вполнѣ, такъ и въ предположеніи быть барышей, какъ будто рабочія, и студенты бѣжали въ зданіи университета. <box>939 354 1140 404</box>
column-4 <box>712 87 930 2286</box>
article-paragraph: желѣзной дороги, потерпѣлъ крушеніе товарный поѣздъ, 35 вагоновъ разбиты, три кондуктора убиты. <box>502 87 704 102</box>
heading-rule <box>583 335 623 336</box>
newspaper-title: КІЕВЛЯНИНЪ <box>679 37 975 68</box>
article-paragraph: ЛОНДОНЪ. Генералъ Буллеръ доносить изъ Давіандідва: мое восточное посты, вѣроятно, прибыли въ Нью-Кестль. Пятая пѣхотная дивизія стоитъ находится на пути отъ Ладесмита къ Нью-Кестлю. Работы по исправленію желѣзной дороги. Всѣ сдѣлали оконуту, что 7000 боеровъ съ значительной дѣятельности отступили на Бегерсдорфъ. <box>284 521 486 557</box>
